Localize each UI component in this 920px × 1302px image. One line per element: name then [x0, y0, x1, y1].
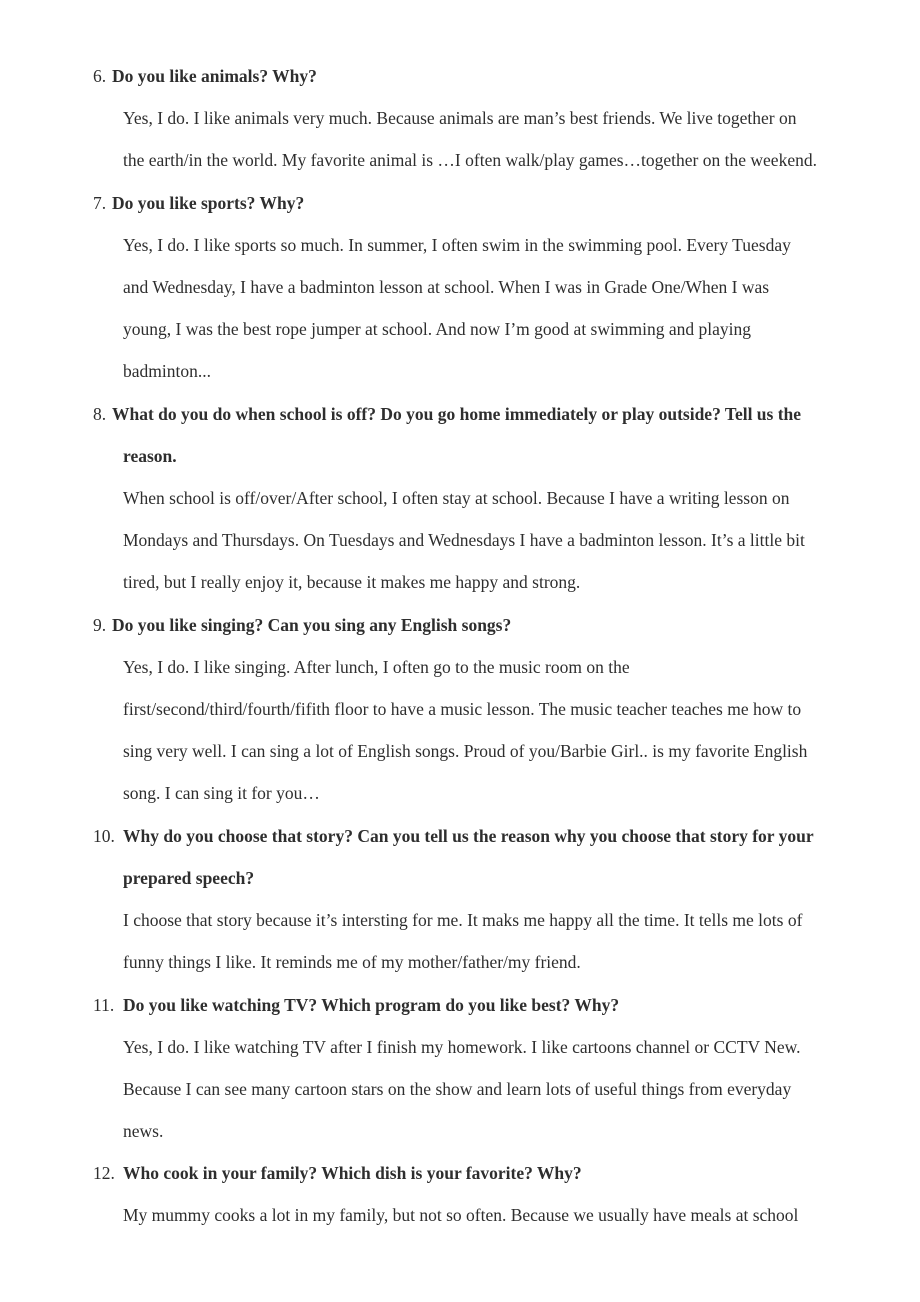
answer-7	[0, 224, 920, 392]
answer-line: badminton...	[123, 361, 211, 381]
answer-line: and Wednesday, I have a badminton lesson at school. When I was in Grade One/When I was	[123, 277, 770, 297]
answer-line: Yes, I do. I like animals very much. Because animals are man’s best friends. We live together on	[123, 108, 797, 128]
answer-line: funny things I like. It reminds me of my mother/father/my friend.	[123, 952, 581, 972]
qa-item-11	[0, 984, 920, 1152]
question-6	[0, 55, 920, 97]
qa-item-9	[0, 604, 920, 814]
question-line: Who cook in your family? Which dish is your favorite? Why?	[123, 1163, 582, 1183]
qa-item-6	[0, 55, 920, 181]
answer-8	[0, 477, 920, 603]
answer-line: Yes, I do. I like watching TV after I finish my homework. I like cartoons channel or CCTV New.	[123, 1037, 801, 1057]
answer-line: Yes, I do. I like singing. After lunch, I often go to the music room on the	[123, 657, 630, 677]
answer-9	[0, 646, 920, 814]
answer-line: My mummy cooks a lot in my family, but not so often. Because we usually have meals at school	[123, 1205, 799, 1225]
answer-line: sing very well. I can sing a lot of English songs. Proud of you/Barbie Girl.. is my favorite English	[123, 741, 808, 761]
answer-line: Mondays and Thursdays. On Tuesdays and Wednesdays I have a badminton lesson. It’s a little bit	[123, 530, 805, 550]
answer-line: young, I was the best rope jumper at school. And now I’m good at swimming and playing	[123, 319, 751, 339]
answer-line: the earth/in the world. My favorite animal is …I often walk/play games…together on the weekend.	[123, 150, 817, 170]
answer-line: tired, but I really enjoy it, because it makes me happy and strong.	[123, 572, 581, 592]
question-7	[0, 182, 920, 224]
answer-10	[0, 899, 920, 983]
question-line: Do you like singing? Can you sing any English songs?	[112, 615, 512, 635]
question-number: 12.	[93, 1163, 115, 1183]
question-number: 9.	[93, 615, 107, 635]
qa-item-8	[0, 393, 920, 603]
answer-line: Yes, I do. I like sports so much. In summer, I often swim in the swimming pool. Every Tuesday	[123, 235, 791, 255]
answer-line: first/second/third/fourth/fifith floor to have a music lesson. The music teacher teaches me how to	[123, 699, 802, 719]
question-11	[0, 984, 920, 1026]
answer-line: I choose that story because it’s intersting for me. It maks me happy all the time. It tells me lots of	[123, 910, 803, 930]
answer-12	[0, 1194, 920, 1236]
question-line: Do you like sports? Why?	[112, 193, 305, 213]
question-line: reason.	[123, 446, 177, 466]
qa-item-12	[0, 1152, 920, 1236]
question-9	[0, 604, 920, 646]
question-number: 10.	[93, 826, 115, 846]
question-10	[0, 815, 920, 899]
question-number: 8.	[93, 404, 107, 424]
question-number: 6.	[93, 66, 107, 86]
question-line: Do you like animals? Why?	[112, 66, 317, 86]
question-line: What do you do when school is off? Do you go home immediately or play outside? Tell us the	[112, 404, 802, 424]
answer-6	[0, 97, 920, 181]
question-8	[0, 393, 920, 477]
question-number: 7.	[93, 193, 107, 213]
question-line: Why do you choose that story? Can you tell us the reason why you choose that story for your	[123, 826, 814, 846]
qa-item-10	[0, 815, 920, 983]
answer-line: news.	[123, 1121, 164, 1141]
answer-11	[0, 1026, 920, 1152]
question-12	[0, 1152, 920, 1194]
qa-item-7	[0, 182, 920, 392]
question-line: prepared speech?	[123, 868, 255, 888]
question-number: 11.	[93, 995, 115, 1015]
answer-line: song. I can sing it for you…	[123, 783, 320, 803]
answer-line: When school is off/over/After school, I often stay at school. Because I have a writing lesson on	[123, 488, 790, 508]
answer-line: Because I can see many cartoon stars on the show and learn lots of useful things from everyday	[123, 1079, 792, 1099]
question-line: Do you like watching TV? Which program do you like best? Why?	[123, 995, 620, 1015]
